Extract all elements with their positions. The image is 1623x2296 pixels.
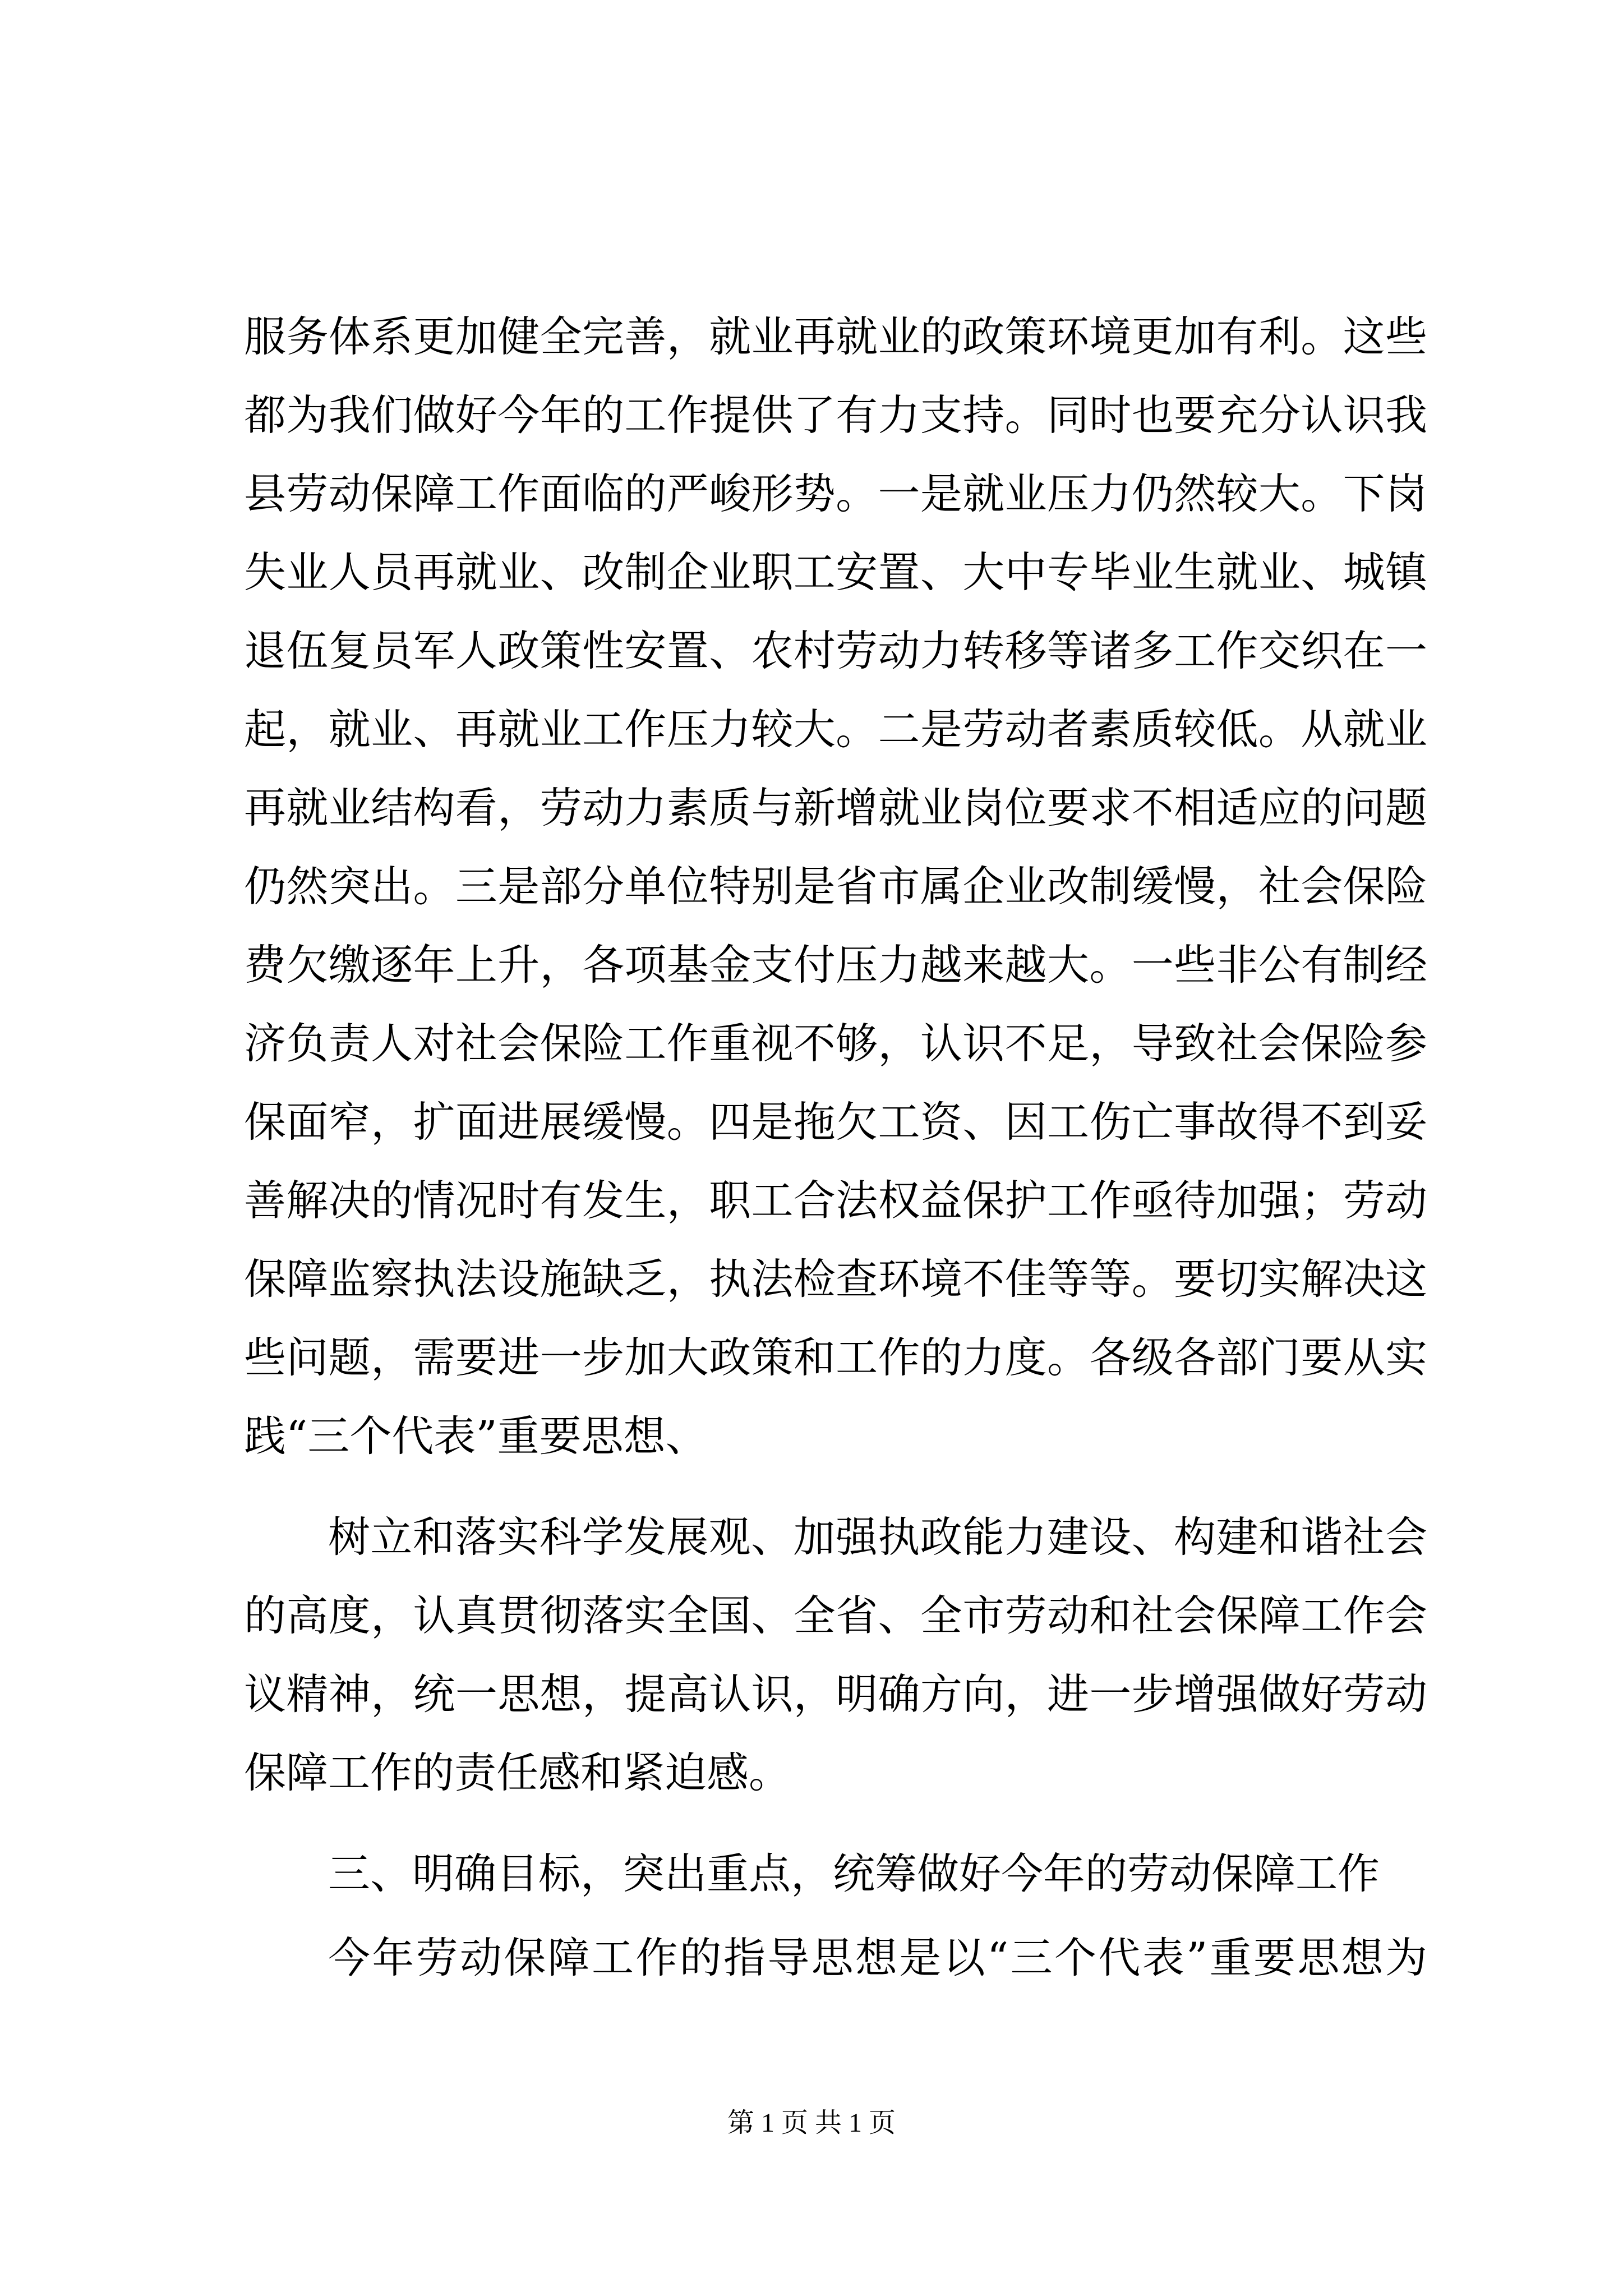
text-line: 的高度，认真贯彻落实全国、全省、全市劳动和社会保障工作会 bbox=[244, 1591, 1427, 1640]
text-line: 起，就业、再就业工作压力较大。二是劳动者素质较低。从就业 bbox=[244, 705, 1427, 754]
text-line: 践“三个代表”重要思想、 bbox=[244, 1411, 708, 1461]
text-line: 今年劳动保障工作的指导思想是以“三个代表”重要思想为 bbox=[328, 1933, 1427, 1982]
text-line: 保障监察执法设施缺乏，执法检查环境不佳等等。要切实解决这 bbox=[244, 1254, 1427, 1304]
text-line: 仍然突出。三是部分单位特别是省市属企业改制缓慢，社会保险 bbox=[244, 862, 1427, 911]
text-line: 保面窄，扩面进展缓慢。四是拖欠工资、因工伤亡事故得不到妥 bbox=[244, 1097, 1427, 1147]
section-heading bbox=[244, 1834, 1427, 1913]
paragraph-3 bbox=[244, 1918, 1427, 1997]
text-line: 些问题，需要进一步加大政策和工作的力度。各级各部门要从实 bbox=[244, 1333, 1427, 1382]
text-line: 再就业结构看，劳动力素质与新增就业岗位要求不相适应的问题 bbox=[244, 783, 1427, 832]
heading-text: 三、明确目标，突出重点，统筹做好今年的劳动保障工作 bbox=[328, 1849, 1380, 1898]
text-line: 树立和落实科学发展观、加强执政能力建设、构建和谐社会 bbox=[328, 1512, 1427, 1562]
text-line: 保障工作的责任感和紧迫感。 bbox=[244, 1748, 791, 1797]
text-line: 服务体系更加健全完善，就业再就业的政策环境更加有利。这些 bbox=[244, 312, 1427, 361]
text-line: 议精神，统一思想，提高认识，明确方向，进一步增强做好劳动 bbox=[244, 1669, 1427, 1719]
text-line: 费欠缴逐年上升，各项基金支付压力越来越大。一些非公有制经 bbox=[244, 940, 1427, 990]
text-line: 济负责人对社会保险工作重视不够，认识不足，导致社会保险参 bbox=[244, 1019, 1427, 1068]
text-line: 失业人员再就业、改制企业职工安置、大中专毕业生就业、城镇 bbox=[244, 547, 1427, 597]
paragraph-1 bbox=[244, 297, 1427, 1475]
text-line: 县劳动保障工作面临的严峻形势。一是就业压力仍然较大。下岗 bbox=[244, 469, 1427, 518]
page-number-footer: 第 1 页 共 1 页 bbox=[727, 2108, 896, 2138]
text-line: 退伍复员军人政策性安置、农村劳动力转移等诸多工作交织在一 bbox=[244, 626, 1427, 675]
text-line: 都为我们做好今年的工作提供了有力支持。同时也要充分认识我 bbox=[244, 390, 1427, 440]
paragraph-2 bbox=[244, 1498, 1427, 1812]
text-line: 善解决的情况时有发生，职工合法权益保护工作亟待加强；劳动 bbox=[244, 1176, 1427, 1225]
body-text bbox=[244, 297, 1427, 1997]
